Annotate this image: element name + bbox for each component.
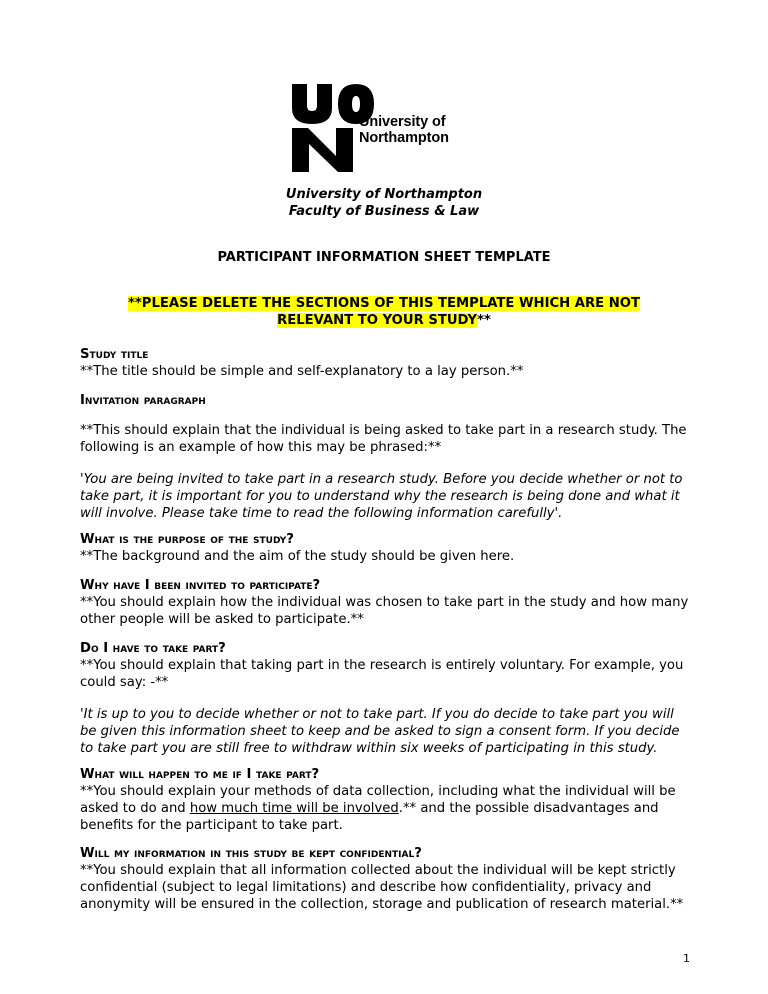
underlined-text: how much time will be involved xyxy=(189,801,399,816)
section-text: **You should explain how the individual was chosen to take part in the study and how many other people will be asked to participate.** xyxy=(80,595,689,627)
quote-close: '. xyxy=(554,506,563,521)
section-why-invited xyxy=(80,577,692,628)
warning-line-1: **PLEASE DELETE THE SECTIONS OF THIS TEMPLATE WHICH ARE NOT xyxy=(128,296,640,311)
quote-text: You are being invited to take part in a research study. Before you decide whether or not to take part, it is important for you to understand why the research is being done and what it will involve. Please take time to read the following information carefully xyxy=(80,472,683,521)
logo-line-2: Northampton xyxy=(359,130,449,146)
section-text: **This should explain that the individual is being asked to take part in a research study. The following is an example of how this may be phrased:** xyxy=(80,423,687,455)
logo-line-1: University of xyxy=(359,114,446,130)
section-study-title xyxy=(80,346,692,380)
section-purpose xyxy=(80,531,692,565)
university-name: University of Northampton xyxy=(285,187,483,202)
section-confidential xyxy=(80,845,692,913)
section-heading: Why have I been invited to participate? xyxy=(80,578,321,593)
warning-line-2: RELEVANT TO YOUR STUDY xyxy=(277,313,478,328)
template-warning xyxy=(0,295,768,329)
text-part: .** and the possible disadvantages and benefits for the participant to take part. xyxy=(80,801,659,833)
section-text xyxy=(80,783,692,834)
section-heading: Do I have to take part? xyxy=(80,641,226,656)
section-invitation xyxy=(80,392,692,522)
section-heading: What will happen to me if I take part? xyxy=(80,767,320,782)
section-heading: Invitation paragraph xyxy=(80,393,206,408)
faculty-name: Faculty of Business & Law xyxy=(288,204,480,219)
section-what-happens xyxy=(80,766,692,834)
example-quote: 'It is up to you to decide whether or not to take part. If you do decide to take part you will be given this information sheet to keep and be asked to sign a consent form. If you decide to take part you are still free to withdraw within six weeks of participating in this study. xyxy=(80,707,680,756)
institution-heading xyxy=(0,186,768,220)
section-heading: What is the purpose of the study? xyxy=(80,532,294,547)
section-take-part xyxy=(80,640,692,757)
page-number: 1 xyxy=(683,952,690,965)
section-heading: Study title xyxy=(80,347,149,362)
document-title: PARTICIPANT INFORMATION SHEET TEMPLATE xyxy=(217,250,551,265)
logo-wordmark xyxy=(359,114,449,146)
example-quote xyxy=(80,471,692,522)
text-part: **You should explain your methods of data collection, including what the individual will be asked to do and xyxy=(80,784,676,816)
section-text: **You should explain that all information collected about the individual will be kept strictly confidential (subject to legal limitations) and describe how confidentiality, privacy and anonymity will be ensured in the collection, storage and publication of research material.** xyxy=(80,863,684,912)
section-text: **You should explain that taking part in the research is entirely voluntary. For example, you could say: -** xyxy=(80,658,684,690)
quote-open: ' xyxy=(80,472,84,487)
warning-tail: ** xyxy=(477,313,491,328)
section-heading: Will my information in this study be kept confidential? xyxy=(80,846,422,861)
section-text: **The background and the aim of the study should be given here. xyxy=(80,549,515,564)
section-text: **The title should be simple and self-explanatory to a lay person.** xyxy=(80,364,524,379)
